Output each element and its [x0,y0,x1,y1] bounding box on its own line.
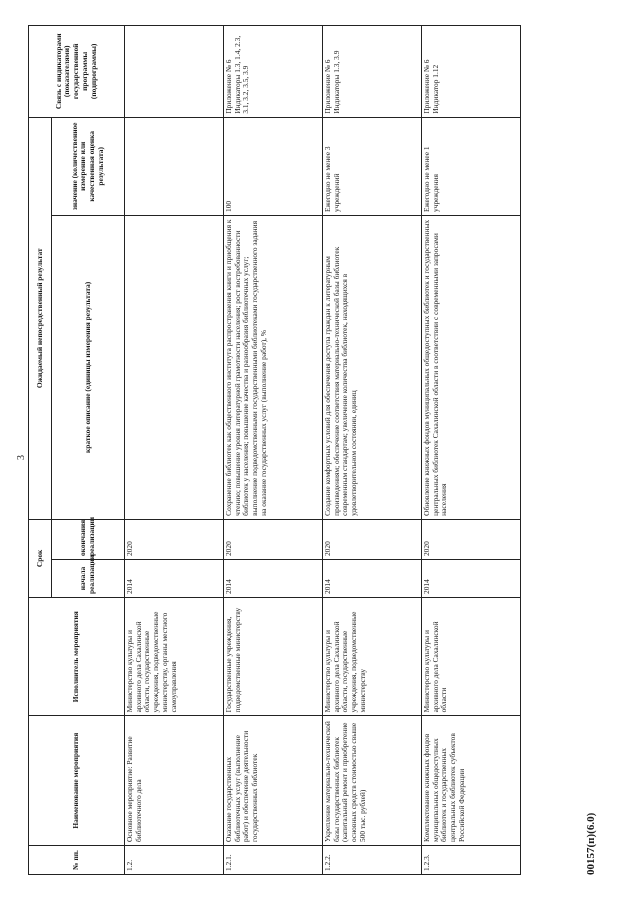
row-executor: Государственные учреждения, подведомственные министерству [224,597,323,715]
row-start: 2014 [422,560,521,598]
row-value: 100 [224,117,323,215]
header-end: окончания реализации [52,519,125,559]
row-link [125,26,224,118]
row-value: Ежегодно не менее 1 учреждения [422,117,521,215]
row-name: Комплектование книжных фондов муниципальных общедоступных библиотек и государственных центральных библиотек субъектов Российской Федерации [422,716,521,846]
document-code: 00157(п)(6.0) [585,812,597,875]
header-value: значение (количественное измерение или качественная оценка результата) [52,117,125,215]
row-name: Оказание государственных библиотечных услуг (выполнение работ) и обеспечение деятельности государственных библиотек [224,716,323,846]
header-executor: Исполнитель мероприятия [29,597,125,715]
row-link: Приложение № 6 Индикатор 1.12 [422,26,521,118]
row-end: 2020 [323,519,422,559]
row-end: 2020 [224,519,323,559]
row-desc: Обновление книжных фондов муниципальных общедоступных библиотек и государственных центральных библиотек Сахалинской области в соответствии с современными запросами населения [422,215,521,519]
row-name: Основное мероприятие: Развитие библиотечного дела [125,716,224,846]
table-row [224,26,323,875]
activities-table [28,25,521,875]
header-desc: краткое описание (единицы измерения результата) [52,215,125,519]
row-end: 2020 [125,519,224,559]
row-desc: Сохранение библиотек как общественного института распространения книги и приобщения к чтению; повышение уровня литературной грамотности населения; рост востребованности библиотек у населения; повышение качества и разнообразия библиотечных услуг; выполнение подведомственными государственными библиотеками государственного задания на оказание государственных услуг (выполнение работ), % [224,215,323,519]
header-term: Срок [29,519,52,597]
row-num: 1.2.2. [323,845,422,874]
row-executor: Министерство культуры и архивного дела Сахалинской области, государственные учреждения, подведомственные министерству [323,597,422,715]
page-number: 3 [16,455,27,460]
table-row [422,26,521,875]
row-desc [125,215,224,519]
table-row [125,26,224,875]
header-num: № пп. [29,845,125,874]
row-num: 1.2.3. [422,845,521,874]
row-executor: Министерство культуры и архивного дела Сахалинской области, государственные учреждения, подведомственные министерству, органы местного самоуправления [125,597,224,715]
row-value: Ежегодно не менее 3 учреждений [323,117,422,215]
row-num: 1.2. [125,845,224,874]
row-end: 2020 [422,519,521,559]
row-executor: Министерство культуры и архивного дела Сахалинской области [422,597,521,715]
row-name: Укрепление материально-технической базы государственных библиотек (капитальный ремонт и приобретение основных средств стоимостью свыше 500 тыс. рублей) [323,716,422,846]
row-desc: Создание комфортных условий для обеспечения доступа граждан к литературным произведениям; обеспечение соответствия материально-технической базы библиотек современным стандартам; увеличение количества библиотек, находящихся в удовлетворительном состоянии, единиц [323,215,422,519]
row-start: 2014 [224,560,323,598]
row-link: Приложение № 6 Индикаторы 1.3, 1.4, 2.3, 3.1, 3.2, 3.5, 3.9 [224,26,323,118]
row-value [125,117,224,215]
row-start: 2014 [323,560,422,598]
row-num: 1.2.1. [224,845,323,874]
header-start: начала реализации [52,560,125,598]
header-result: Ожидаемый непосредственный результат [29,117,52,519]
header-name: Наименование мероприятия [29,716,125,846]
row-link: Приложение № 6 Индикаторы 1.3, 3.9 [323,26,422,118]
table-row [323,26,422,875]
header-link: Связь с индикаторами (показателями) государственной программы (подпрограммы) [29,26,125,118]
row-start: 2014 [125,560,224,598]
